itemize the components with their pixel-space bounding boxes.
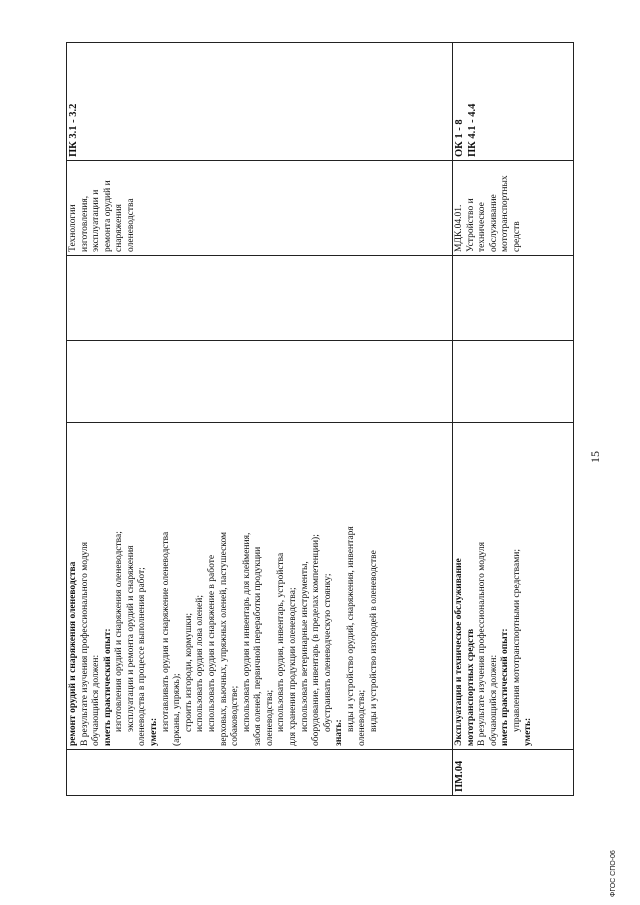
curriculum-table <box>66 42 574 796</box>
content-line: эксплуатации и ремонта орудий и снаряжения <box>125 545 136 732</box>
module-index-cell: ПМ.04 <box>453 750 574 796</box>
hours-total-cell <box>453 341 574 423</box>
content-line: иметь практический опыт: <box>102 628 113 746</box>
content-line: уметь: <box>149 717 160 746</box>
content-line: В результате изучения профессионального модуля <box>477 542 488 746</box>
content-line: оборудование, инвентарь (в пределах компетенции); <box>311 534 322 746</box>
content-line: для хранения продукции оленеводства; <box>287 587 298 746</box>
content-line: Эксплуатация и техническое обслуживание <box>454 558 464 746</box>
content-line: оленеводства; <box>357 689 368 746</box>
content-line: использовать орудия, инвентарь, устройства <box>276 552 287 732</box>
content-line: обучающийся должен: <box>488 654 499 746</box>
content-line: уметь: <box>523 717 534 746</box>
table-row <box>67 43 453 796</box>
content-line: изготовления орудий и снаряжения оленеводства; <box>114 531 125 732</box>
content-line: ремонт орудий и снаряжения оленеводства <box>68 561 78 746</box>
content-line: (арканы, упряжь); <box>172 673 183 746</box>
content-line: изготавливать орудия и снаряжение оленеводства <box>160 531 171 732</box>
content-line: управления мототранспортными средствами; <box>511 549 522 732</box>
content-line: виды и устройство изгородей в оленеводстве <box>369 550 380 732</box>
table-row <box>453 43 574 796</box>
content-line: использовать орудия и снаряжение в работе <box>206 554 217 732</box>
footer-label: ФГОС СПО-06 <box>610 850 617 897</box>
mdk-cell: Технологии изготовления, эксплуатации и ремонта орудий и снаряжения оленеводства <box>67 161 453 256</box>
mdk-cell: МДК.04.01. Устройство и техническое обслуживание мототранспортных средств <box>453 161 574 256</box>
content-line: забоя оленей, первичной переработки продукции <box>253 546 264 746</box>
content-line: виды и устройство орудий, снаряжения, инвентаря <box>345 526 356 732</box>
hours-total-cell <box>67 341 453 423</box>
content-line: В результате изучения профессионального модуля <box>79 542 90 746</box>
content-line: знать: <box>334 719 345 746</box>
content-line: обучающийся должен: <box>91 654 102 746</box>
module-index-cell <box>67 750 453 796</box>
module-content-cell <box>67 423 453 750</box>
competency-line: ПК 4.1 - 4.4 <box>466 103 478 157</box>
content-line: строить изгороди, кормушки; <box>183 613 194 732</box>
content-line: использовать орудия лова оленей; <box>195 595 206 732</box>
content-line: мототранспортных средств <box>465 628 476 746</box>
competency-line: ОК 1 - 8 <box>454 119 465 157</box>
content-line: собаководстве; <box>230 685 241 746</box>
module-content-cell <box>453 423 574 750</box>
hours-mandatory-cell <box>67 256 453 341</box>
content-line: использовать ветеринарные инструменты, <box>299 561 310 732</box>
competencies-cell <box>453 43 574 161</box>
content-line: использовать орудия и инвентарь для клеймения, <box>241 532 252 732</box>
hours-mandatory-cell <box>453 256 574 341</box>
page-number: 15 <box>588 451 602 463</box>
content-line: верховых, вьючных, упряжных оленей, пастушеском <box>218 531 229 746</box>
content-line: иметь практический опыт: <box>500 628 511 746</box>
content-line: оленеводства; <box>264 689 275 746</box>
competencies-cell: ПК 3.1 - 3.2 <box>67 43 453 161</box>
content-line: обустраивать оленеводческую стоянку; <box>322 573 333 732</box>
content-line: оленеводства в процессе выполнения работ; <box>137 567 148 746</box>
